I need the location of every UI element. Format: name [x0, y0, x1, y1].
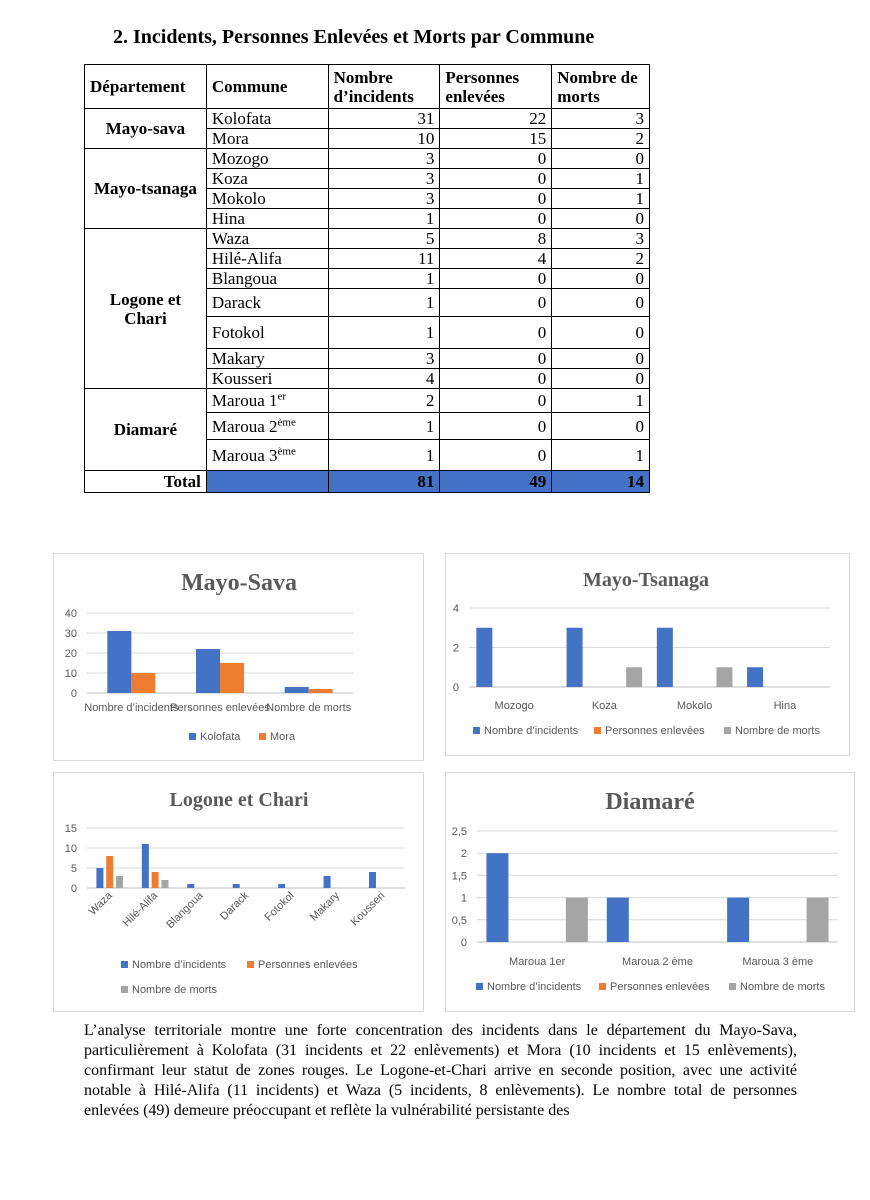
x-category-label: Waza: [86, 889, 115, 918]
bar: [142, 844, 149, 888]
legend-swatch: [473, 727, 480, 734]
morts-cell: 0: [552, 289, 650, 317]
legend-swatch: [121, 961, 128, 968]
y-tick-label: 0: [452, 682, 459, 694]
legend-label: Nombre de morts: [735, 725, 820, 737]
commune-cell: Darack: [206, 289, 328, 317]
bar: [566, 898, 588, 942]
bar: [807, 898, 829, 942]
x-category-label: Nombre de morts: [266, 702, 352, 714]
bar: [476, 628, 492, 687]
y-tick-label: 30: [64, 628, 77, 640]
legend-swatch: [259, 733, 266, 740]
chart-title: Mayo-Savа: [181, 570, 297, 596]
enlevees-cell: 0: [440, 440, 552, 471]
legend-swatch: [189, 733, 196, 740]
x-category-label: Personnes enlevées: [170, 702, 270, 714]
table-row: [85, 109, 650, 129]
commune-cell: Koza: [206, 169, 328, 189]
header-commune: Commune: [206, 65, 328, 109]
morts-cell: 2: [552, 249, 650, 269]
total-incidents: 81: [328, 471, 440, 493]
morts-cell: 1: [552, 440, 650, 471]
incidents-cell: 5: [328, 229, 440, 249]
x-category-label: Hilé-Alifa: [120, 889, 161, 930]
morts-cell: 1: [552, 189, 650, 209]
header-enlevees: Personnes enlevées: [440, 65, 552, 109]
incidents-cell: 31: [328, 109, 440, 129]
incidents-cell: 3: [328, 189, 440, 209]
commune-cell: Mozogo: [206, 149, 328, 169]
bar: [116, 876, 123, 888]
incidents-cell: 1: [328, 317, 440, 349]
bar: [233, 884, 240, 888]
bar: [607, 898, 629, 942]
x-category-label: Maroua 1er: [509, 956, 566, 968]
header-incidents: Nombre d’incidents: [328, 65, 440, 109]
chart-title: Logone et Chari: [169, 789, 309, 811]
incidents-table: [84, 64, 650, 493]
morts-cell: 2: [552, 129, 650, 149]
bar: [106, 856, 113, 888]
commune-cell: Maroua 1er: [206, 389, 328, 413]
incidents-cell: 3: [328, 169, 440, 189]
bar: [285, 687, 309, 693]
legend-label: Nombre d’incidents: [487, 981, 582, 993]
commune-cell: Maroua 2ème: [206, 413, 328, 440]
enlevees-cell: 0: [440, 413, 552, 440]
legend-label: Nombre de morts: [132, 984, 217, 996]
y-tick-label: 5: [70, 863, 77, 875]
bar: [131, 673, 155, 693]
legend-swatch: [724, 727, 731, 734]
y-tick-label: 15: [64, 823, 77, 835]
dept-diamare: Diamaré: [85, 389, 207, 471]
analysis-paragraph: L’analyse territoriale montre une forte concentration des incidents dans le département du Mayo-Sava, particulièrement à Kolofata (31 incidents et 22 enlèvements) et Mora (10 incidents et 15 enlèvements), confirmant leur statut de zones rouges. Le Logone-et-Chari arrive en seconde position, avec une activité notable à Hilé-Alifa (11 incidents) et Waza (5 incidents, 8 enlèvements). Le nombre total de personnes enlevées (49) demeure préoccupant et reflète la vulnérabilité persistante des: [84, 1022, 797, 1119]
y-tick-label: 1: [460, 892, 467, 905]
enlevees-cell: 0: [440, 189, 552, 209]
legend-swatch: [599, 983, 606, 990]
morts-cell: 0: [552, 413, 650, 440]
commune-cell: Fotokol: [206, 317, 328, 349]
y-tick-label: 1,5: [451, 870, 467, 883]
y-tick-label: 0: [70, 883, 77, 895]
legend-label: Nombre d’incidents: [132, 959, 227, 971]
y-tick-label: 10: [64, 843, 77, 855]
commune-cell: Maroua 3ème: [206, 440, 328, 471]
table-row: [85, 229, 650, 249]
commune-cell: Kousseri: [206, 369, 328, 389]
morts-cell: 0: [552, 269, 650, 289]
y-tick-label: 2: [452, 642, 459, 655]
commune-cell: Waza: [206, 229, 328, 249]
incidents-cell: 11: [328, 249, 440, 269]
legend-swatch: [476, 983, 483, 990]
commune-cell: Blangoua: [206, 269, 328, 289]
y-tick-label: 2: [460, 848, 467, 861]
chart-mayo-tsanaga: [445, 553, 850, 756]
enlevees-cell: 0: [440, 317, 552, 349]
incidents-cell: 1: [328, 209, 440, 229]
y-tick-label: 20: [64, 648, 77, 660]
dept-mayo-tsanaga: Mayo-tsanaga: [85, 149, 207, 229]
total-blank-cell: [206, 471, 328, 493]
enlevees-cell: 0: [440, 369, 552, 389]
bar: [278, 884, 285, 888]
header-morts: Nombre de morts: [552, 65, 650, 109]
legend-label: Personnes enlevées: [258, 959, 358, 971]
x-category-label: Mozogo: [494, 700, 534, 712]
bar: [657, 628, 673, 687]
incidents-cell: 1: [328, 413, 440, 440]
morts-cell: 0: [552, 317, 650, 349]
morts-cell: 0: [552, 209, 650, 229]
incidents-cell: 10: [328, 129, 440, 149]
bar: [220, 663, 244, 693]
y-tick-label: 0: [70, 688, 77, 700]
dept-mayo-sava: Mayo-sava: [85, 109, 207, 149]
chart-title: Mayo-Tsanaga: [583, 569, 709, 591]
x-category-label: Darack: [217, 889, 252, 923]
enlevees-cell: 0: [440, 149, 552, 169]
x-category-label: Maroua 2 ème: [622, 956, 693, 968]
chart-title: Diamaré: [605, 789, 695, 815]
y-tick-label: 0,5: [451, 914, 467, 927]
bar: [626, 667, 642, 687]
enlevees-cell: 22: [440, 109, 552, 129]
x-category-label: Mokolo: [676, 700, 713, 712]
table-row: [85, 389, 650, 413]
total-morts: 14: [552, 471, 650, 493]
commune-cell: Kolofata: [206, 109, 328, 129]
legend-label: Nombre d’incidents: [484, 725, 579, 737]
bar: [567, 628, 583, 687]
legend-label: Mora: [270, 731, 296, 743]
legend-swatch: [729, 983, 736, 990]
x-category-label: Maroua 3 ème: [742, 956, 814, 968]
bar: [96, 868, 103, 888]
incidents-cell: 1: [328, 269, 440, 289]
chart-diamare: [445, 772, 855, 1012]
commune-cell: Makary: [206, 349, 328, 369]
bar: [716, 667, 732, 687]
bar: [187, 884, 194, 888]
total-row: [85, 471, 650, 493]
x-category-label: Hina: [773, 700, 797, 712]
morts-cell: 0: [552, 149, 650, 169]
header-departement: Département: [85, 65, 207, 109]
enlevees-cell: 8: [440, 229, 552, 249]
enlevees-cell: 0: [440, 169, 552, 189]
bar: [196, 649, 220, 693]
commune-cell: Hilé-Alifa: [206, 249, 328, 269]
x-category-label: Koza: [591, 700, 617, 712]
y-tick-label: 10: [64, 668, 77, 680]
bar: [107, 631, 131, 693]
commune-cell: Mokolo: [206, 189, 328, 209]
enlevees-cell: 0: [440, 389, 552, 413]
legend-label: Nombre de morts: [740, 981, 825, 993]
total-label: Total: [85, 471, 207, 493]
bar: [486, 853, 508, 942]
commune-cell: Hina: [206, 209, 328, 229]
x-category-label: Fotokol: [262, 889, 297, 924]
legend-label: Personnes enlevées: [605, 725, 705, 737]
morts-cell: 0: [552, 349, 650, 369]
morts-cell: 3: [552, 109, 650, 129]
y-tick-label: 0: [460, 937, 467, 949]
legend-swatch: [594, 727, 601, 734]
enlevees-cell: 0: [440, 269, 552, 289]
chart-logone-chari: [53, 772, 424, 1012]
morts-cell: 0: [552, 369, 650, 389]
commune-cell: Mora: [206, 129, 328, 149]
legend-swatch: [247, 961, 254, 968]
bar: [727, 898, 749, 942]
morts-cell: 3: [552, 229, 650, 249]
table-row: [85, 149, 650, 169]
y-tick-label: 2,5: [451, 826, 467, 838]
morts-cell: 1: [552, 169, 650, 189]
legend-label: Personnes enlevées: [610, 981, 710, 993]
bar: [747, 667, 763, 687]
table-header-row: [85, 65, 650, 109]
x-category-label: Kousseri: [348, 889, 388, 929]
chart-mayo-sava: [53, 553, 424, 761]
morts-cell: 1: [552, 389, 650, 413]
total-enlevees: 49: [440, 471, 552, 493]
incidents-cell: 3: [328, 149, 440, 169]
enlevees-cell: 4: [440, 249, 552, 269]
incidents-cell: 4: [328, 369, 440, 389]
x-category-label: Makary: [307, 889, 342, 924]
bar: [309, 689, 333, 693]
dept-logone-chari: Logone et Chari: [85, 229, 207, 389]
bar: [324, 876, 331, 888]
enlevees-cell: 0: [440, 209, 552, 229]
incidents-cell: 1: [328, 289, 440, 317]
legend-swatch: [121, 986, 128, 993]
bar: [152, 872, 159, 888]
incidents-cell: 3: [328, 349, 440, 369]
x-category-label: Blangoua: [164, 889, 206, 932]
x-category-label: Nombre d’incidents: [84, 702, 179, 714]
section-heading: 2. Incidents, Personnes Enlevées et Morts par Commune: [113, 26, 595, 48]
incidents-cell: 1: [328, 440, 440, 471]
legend-label: Kolofata: [200, 731, 241, 743]
bar: [369, 872, 376, 888]
enlevees-cell: 0: [440, 349, 552, 369]
enlevees-cell: 15: [440, 129, 552, 149]
enlevees-cell: 0: [440, 289, 552, 317]
y-tick-label: 40: [64, 608, 77, 620]
bar: [161, 880, 168, 888]
y-tick-label: 4: [452, 603, 459, 615]
incidents-cell: 2: [328, 389, 440, 413]
